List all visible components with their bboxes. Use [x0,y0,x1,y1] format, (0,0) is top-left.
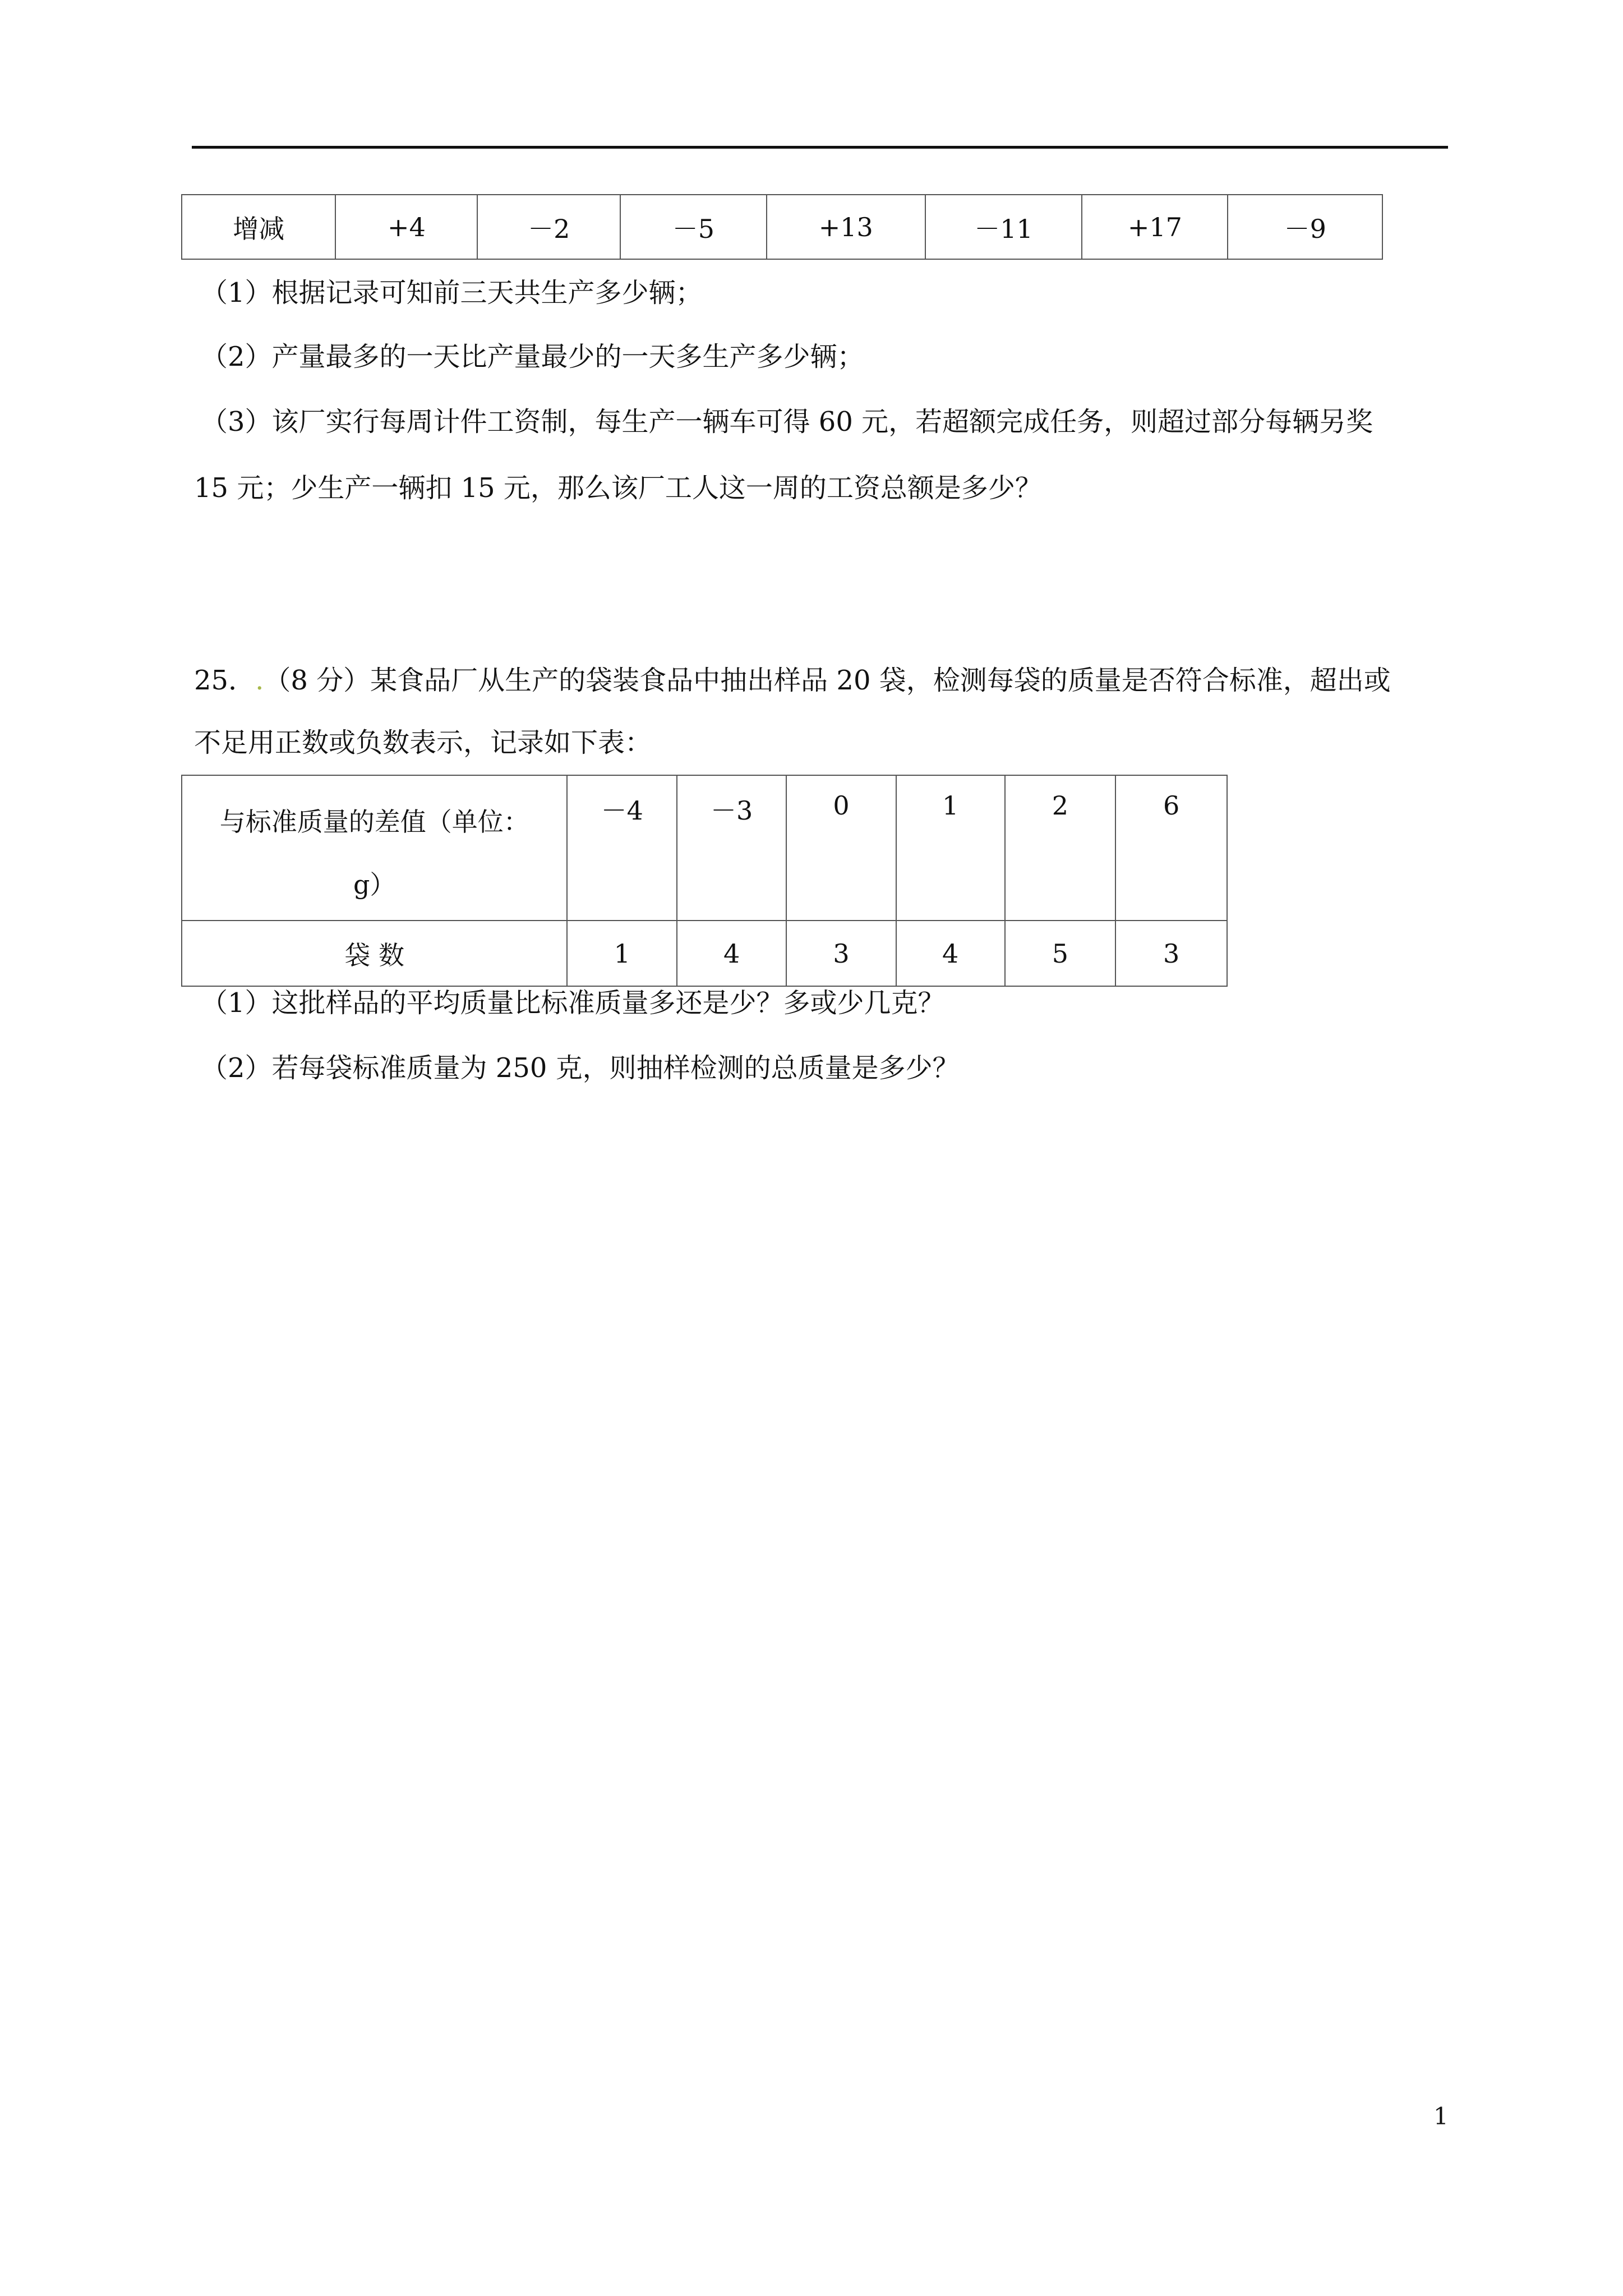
table-cell: －3 [677,775,786,921]
header-rule [192,146,1448,149]
question-number: 25． [194,665,256,696]
table-cell: －11 [925,195,1082,259]
table-cell: 3 [1115,921,1227,986]
q25-part2: （2）若每袋标准质量为 250 克，则抽样检测的总质量是多少？ [201,1052,960,1084]
table-cell: －4 [567,775,677,921]
table-cell: 5 [1005,921,1116,986]
q24-part2: （2）产量最多的一天比产量最少的一天多生产多少辆； [201,341,864,372]
table-row [182,921,1227,986]
q25-stem-line1 [194,667,1391,694]
table-cell: －5 [620,195,767,259]
table-cell: +4 [335,195,477,259]
table-cell: +17 [1082,195,1228,259]
table-cell: 0 [786,775,896,921]
table-cell: 2 [1005,775,1116,921]
table-row-label: 增减 [182,195,335,259]
q25-stem-text: （8 分）某食品厂从生产的袋装食品中抽出样品 20 袋，检测每袋的质量是否符合标准，超出或 [264,665,1391,696]
table-cell: 4 [677,921,786,986]
q24-part3-line2: 15 元；少生产一辆扣 15 元，那么该厂工人这一周的工资总额是多少？ [194,472,1042,504]
table-row-label: 袋 数 [182,921,567,986]
table-row [182,775,1227,921]
table-cell: 4 [896,921,1005,986]
q25-stem-line2: 不足用正数或负数表示，记录如下表： [194,727,652,758]
table-cell: 3 [786,921,896,986]
page-number: 1 [1433,2102,1449,2130]
mass-deviation-table [181,775,1228,987]
q24-part1: （1）根据记录可知前三天共生产多少辆； [201,277,703,309]
decorative-dot: . [255,665,264,696]
table-header-cell [182,775,567,921]
table-cell: －9 [1228,195,1382,259]
header-line: 与标准质量的差值（单位： [219,807,529,837]
table-cell: －2 [477,195,620,259]
table-cell: 6 [1115,775,1227,921]
production-change-table [181,194,1383,260]
q24-part3-line1: （3）该厂实行每周计件工资制，每生产一辆车可得 60 元，若超额完成任务，则超过部分每辆另奖 [201,406,1373,438]
header-line: g） [353,869,396,900]
table-cell: 1 [567,921,677,986]
q25-part1: （1）这批样品的平均质量比标准质量多还是少？多或少几克？ [201,987,945,1019]
table-cell: 1 [896,775,1005,921]
table-cell: +13 [767,195,925,259]
table-row [182,195,1382,259]
